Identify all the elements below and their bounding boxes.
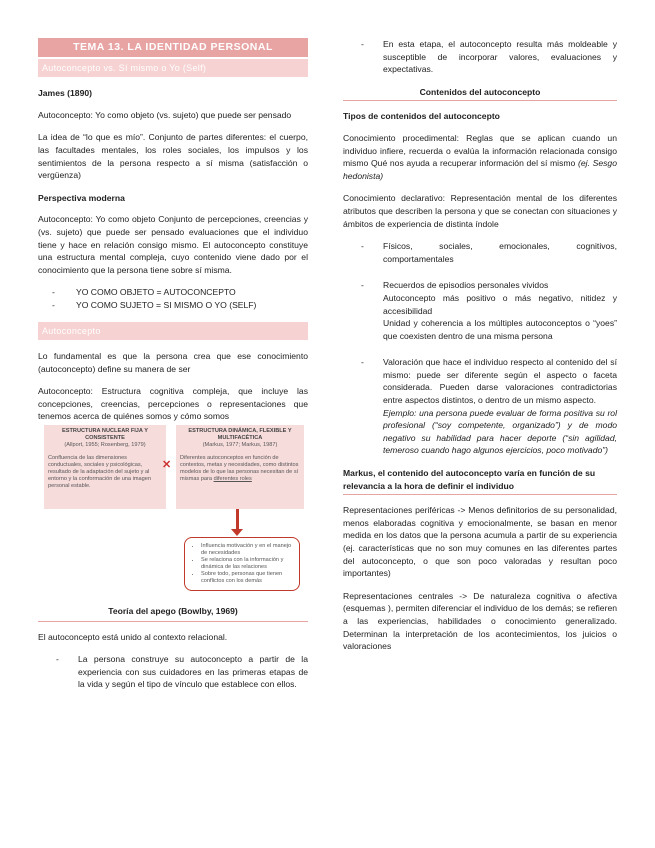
list-item: - YO COMO SUJETO = SI MISMO O YO (SELF) — [38, 299, 308, 312]
fixed-structure-description: Confluencia de las dimensiones conductuales, sociales y psicológicas, resultado de la adaptación del sujeto y al entorno y la conformación de una imagen personal estable. — [48, 455, 151, 490]
list-item: - Físicos, sociales, emocionales, cognitivos, comportamentales — [343, 240, 617, 265]
list-item: - Valoración que hace el individuo respecto al contenido del sí mismo: puede ser diferente según el aspecto o faceta considerada. Pueden darse valoraciones contradictorias entre aspectos distintos, o dentro de un mismo aspecto. Ejemplo: una persona puede evaluar de forma positiva su rol profesional (“soy competente, organizado”) y de modo negativo su habilidad para hacer deporte (“sin agilidad, temeroso cuando hago algunos ejercicios, poco motivado”) — [343, 356, 617, 457]
procedimental-paragraph: Conocimiento procedimental: Reglas que se aplican cuando un individuo infiere, recuerda o evalúa la información relacionada consigo mismo Qué nos ayuda a recuperar información del sí mismo (ej. Sesgo hedonista) — [343, 132, 617, 181]
autoconcepto-paragraph-2: Autoconcepto: Estructura cognitiva compleja, que incluye las concepciones, creencias, percepciones o representaciones que tenemos acerca de quiénes somos y cómo somos — [38, 386, 308, 422]
etapa-list — [343, 38, 617, 76]
arrow-down-icon — [236, 509, 239, 531]
list-item: - La persona construye su autoconcepto a partir de la experiencia con sus cuidadores en las primeras etapas de la vida y según el tipo de vínculo que establece con ellos. — [38, 653, 308, 691]
divider — [343, 494, 617, 495]
apego-list — [38, 653, 308, 691]
right-column — [343, 38, 617, 663]
declarativo-paragraph: Conocimiento declarativo: Representación mental de los diferentes atributos que describen la persona y que se conectan con situaciones y ámbitos de experiencia de distinta índole — [343, 193, 617, 229]
section-subtitle-autoconcepto: Autoconcepto — [38, 322, 308, 341]
yo-list — [38, 286, 308, 311]
fixed-structure-authors: (Allport, 1955; Rosenberg, 1979) — [64, 442, 146, 449]
list-item: - En esta etapa, el autoconcepto resulta más moldeable y susceptible de incorporar valores, evaluaciones y expectativas. — [343, 38, 617, 76]
list-item: - Recuerdos de episodios personales vividos Autoconcepto más positivo o más negativo, nitidez y accesibilidad Unidad y coherencia a los múltiples autoconceptos o “yoes” que coexisten dentro de una misma persona — [343, 279, 617, 342]
divider — [343, 100, 617, 101]
dynamic-structure-description: Diferentes autoconceptos en función de contextos, metas y necesidades, como distintos modelos de lo que las personas necesitan de sí mismas para diferentes roles — [180, 455, 299, 483]
section-subtitle-autoconcepto-vs-self: Autoconcepto vs. Sí mismo o Yo (Self) — [38, 59, 308, 78]
james-heading: James (1890) — [38, 88, 92, 99]
dynamic-structure-callout — [184, 537, 300, 591]
callout-item: • Sobre todo, personas que tienen conflictos con los demás — [201, 571, 293, 585]
perifericas-paragraph: Representaciones periféricas -> Menos definitorios de su personalidad, menos elaboradas cognitiva y emocionalmente, se basan en menor medida en los datos que la persona acumula a partir de su experiencia (ej. características que no son muy comunes en las diferentes partes del autoconcepto, o que son poco valoradas y resultan poco importantes) — [343, 505, 617, 579]
contenidos-heading: Contenidos del autoconcepto — [419, 86, 541, 97]
list-item: - YO COMO OBJETO = AUTOCONCEPTO — [38, 286, 308, 299]
dynamic-structure-authors: (Markus, 1977; Markus, 1987) — [202, 442, 278, 449]
dynamic-structure-title: ESTRUCTURA DINÁMICA, FLEXIBLE Y MULTIFACÉTICA — [188, 428, 292, 442]
fixed-structure-box — [44, 425, 166, 509]
declarativo-list — [343, 240, 617, 457]
fixed-structure-title: ESTRUCTURA NUCLEAR FIJA Y CONSISTENTE — [62, 428, 148, 442]
teoria-apego-heading: Teoría del apego (Bowlby, 1969) — [108, 606, 238, 617]
perspectiva-moderna-paragraph: Autoconcepto: Yo como objeto Conjunto de percepciones, creencias y (vs. sujeto) que puede ser pensado evaluaciones que el individuo tiene y hace en relación consigo mismo. El autoconcepto constituye una estructura mental compleja, cuyo contenido viene dado por el conocimiento que la persona tiene sobre sí misma. — [38, 214, 308, 275]
divider — [38, 621, 308, 622]
autoconcepto-paragraph-1: Lo fundamental es que la persona crea que ese conocimiento (autoconcepto) define su manera de ser — [38, 351, 308, 374]
tipos-contenidos-heading: Tipos de contenidos del autoconcepto — [343, 111, 500, 122]
versus-x-icon: ✕ — [162, 459, 172, 472]
apego-paragraph: El autoconcepto está unido al contexto relacional. — [38, 631, 228, 642]
autoconcepto-structure-diagram — [38, 425, 308, 597]
left-column — [38, 38, 308, 701]
james-paragraph-2: La idea de “lo que es mío”. Conjunto de partes diferentes: el cuerpo, las facultades mentales, los roles sociales, los impulsos y los sentimientos de la persona respecto a sí misma (satisfacción o vergüenza) — [38, 132, 308, 181]
perspectiva-moderna-heading: Perspectiva moderna — [38, 192, 125, 203]
dynamic-structure-box — [176, 425, 304, 509]
markus-heading: Markus, el contenido del autoconcepto varía en función de su relevancia a la hora de definir el individuo — [343, 468, 596, 491]
callout-item: • Se relaciona con la información y dinámica de las relaciones — [201, 557, 293, 571]
callout-item: • Influencia motivación y en el manejo de necesidades — [201, 543, 293, 557]
centrales-paragraph: Representaciones centrales -> De naturaleza cognitiva o afectiva (esquemas ), permiten diferenciar el individuo de los demás; se refieren a las experiencias, habilidades o conocimiento generalizado. Determinan la interpretación de los acontecimientos, los juicios o valoraciones — [343, 590, 617, 652]
arrow-head-icon — [231, 529, 243, 536]
page-title: TEMA 13. LA IDENTIDAD PERSONAL — [38, 38, 308, 57]
james-paragraph-1: Autoconcepto: Yo como objeto (vs. sujeto) que puede ser pensado — [38, 109, 292, 120]
